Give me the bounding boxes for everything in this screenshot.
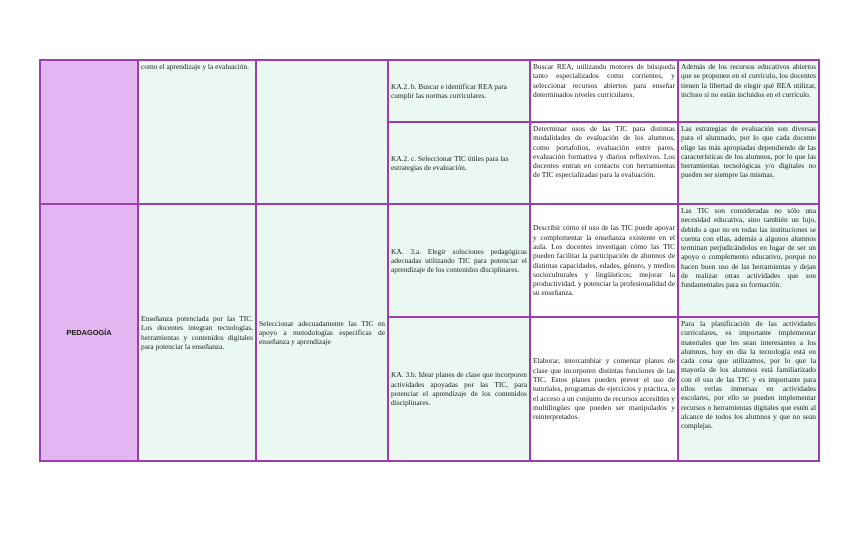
activity-2c-cell: Determinar usos de las TIC para distintas modalidades de evaluación de los alumnos, como portafolios, evaluación entre pares, evaluación formativa y diarios reflexivos. Los docentes entran en contacto con herramientas de TIC especializadas para la evaluación. — [530, 122, 678, 204]
activity-3a-cell: Describir cómo el uso de las TIC puede apoyar y complementar la enseñanza existente en el aula. Los docentes investigan cómo las TIC pueden facilitar la participación de alumnos de distintas capacidades, edades, género, y medios socioculturales y lingüísticos; mejorar la productividad, y potenciar la profesionalidad de su enseñanza. — [530, 204, 678, 317]
dimension-cell: PEDAGOGÍA — [40, 204, 138, 461]
table-row — [40, 204, 819, 317]
ka-2b-cell: KA.2. b. Buscar e identificar REA para cumplir las normas curriculares. — [388, 60, 530, 122]
observation-3a-cell: Las TIC son consideradas no sólo una necesidad educativa, sino también un lujo, debido a que no en todas las instituciones se cuenta con ellas, además a algunos alumnos terminan perjudicándolos en lugar de ser un apoyo o complemento educativo, porque no hacen buen uso de las herramientas y dejan de realizar otras actividades que son fundamentales para su formación. — [678, 204, 819, 317]
observation-2c-cell: Las estrategias de evaluación son diversas para el alumnado, por lo que cada docente elige las más apropiadas dependiendo de las características de los alumnos, por lo que las herramientas tecnológicas y/o digitales no pueden ser siempre las mismas. — [678, 122, 819, 204]
objective-cell-empty — [256, 60, 388, 204]
competency-table — [39, 59, 820, 462]
standard-cell: Enseñanza potenciada por las TIC. Los docentes integran tecnologías, herramientas y contenidos digitales para potenciar la enseñanza. — [138, 204, 256, 461]
standard-cell-continued: como el aprendizaje y la evaluación. — [138, 60, 256, 204]
observation-2b-cell: Además de los recursos educativos abiertos que se proponen en el currículo, los docentes tienen la libertad de elegir qué REA utilizar, incluso si no están incluidos en el currículo. — [678, 60, 819, 122]
observation-3b-cell: Para la planificación de las actividades curriculares, es importante implementar materiales que les sean interesantes a los alumnos, hoy en día la tecnología está en cada cosa que utilizamos, por lo que la mayoría de los alumnos está familiarizado con el uso de las TIC y es importante para ellos verlas inmersas en actividades escolares, por ello se pueden implementar recursos o herramientas digitales que estén al alcance de todos los alumnos y que no sean complejas. — [678, 317, 819, 461]
activity-2b-cell: Buscar REA, utilizando motores de búsqueda tanto especializados como corrientes, y seleccionar recursos abiertos para enseñar determinados niveles curriculares. — [530, 60, 678, 122]
activity-3b-cell: Elaborar, intercambiar y comentar planes de clase que incorporen distintas funciones de las TIC. Estos planes pueden prever el uso de tutoriales, programas de ejercicios y práctica, o el acceso a un conjunto de recursos accesibles y multilingües que pueden ser manipulados y reinterpretados. — [530, 317, 678, 461]
ka-2c-cell: KA.2. c. Seleccionar TIC útiles para las estrategias de evaluación. — [388, 122, 530, 204]
ka-3b-cell: KA. 3.b. Idear planes de clase que incorporen actividades apoyadas por las TIC, para potenciar el aprendizaje de los contenidos disciplinares. — [388, 317, 530, 461]
ka-3a-cell: KA. 3.a. Elegir soluciones pedagógicas adecuadas utilizando TIC para potenciar el aprendizaje de los contenidos disciplinares. — [388, 204, 530, 317]
dimension-cell-empty — [40, 60, 138, 204]
objective-cell: Seleccionar adecuadamente las TIC en apoyo a metodologías específicas de enseñanza y aprendizaje — [256, 204, 388, 461]
table-row — [40, 60, 819, 122]
